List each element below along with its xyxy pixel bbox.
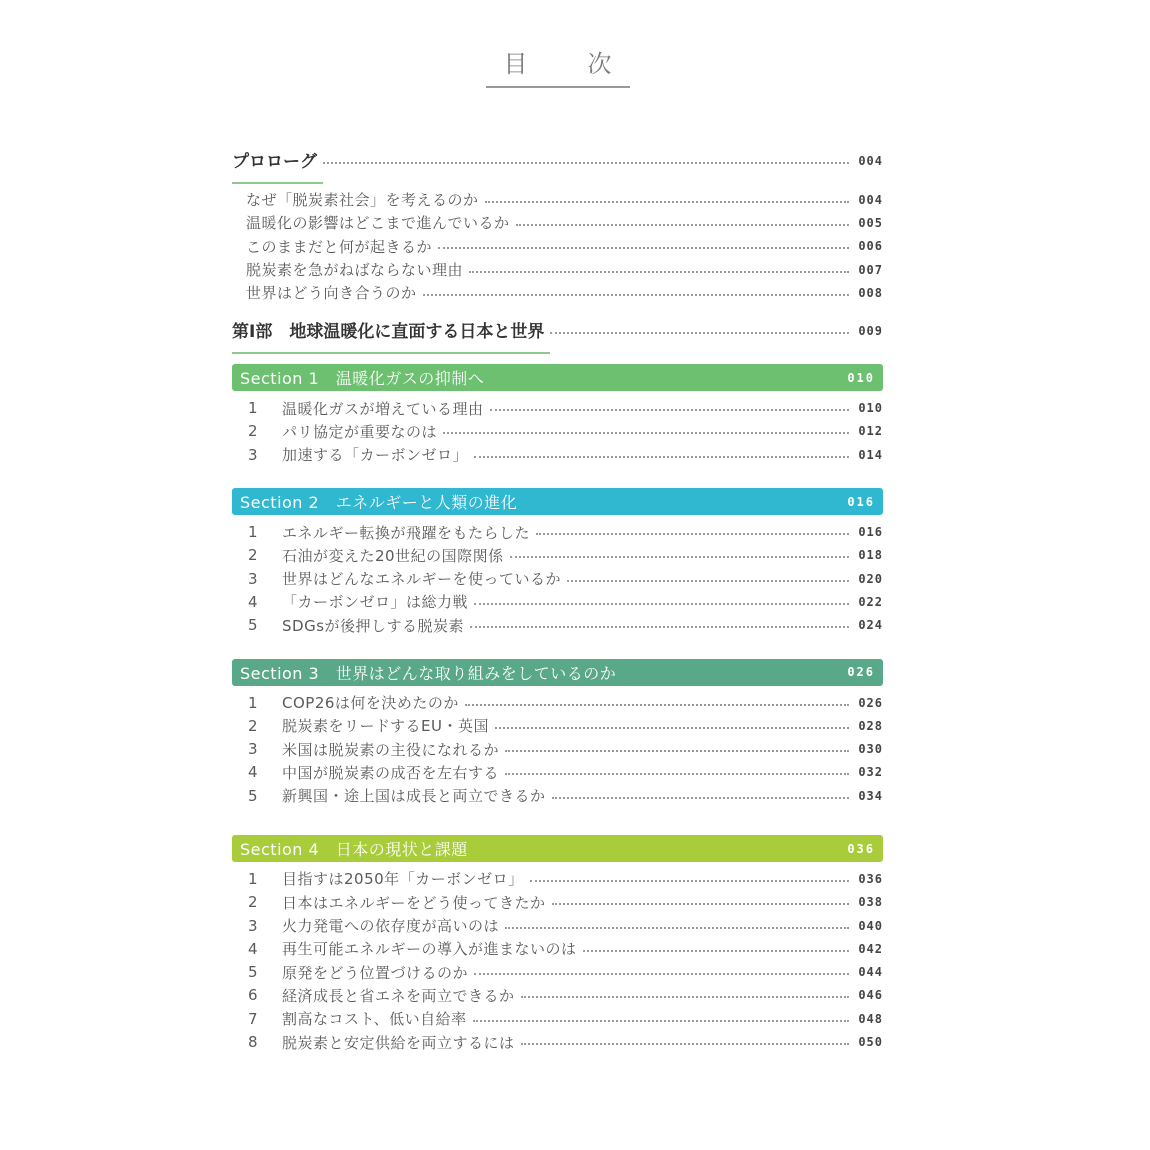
page-number: 010 xyxy=(858,401,883,416)
leader-dots xyxy=(510,556,849,558)
toc-entry[interactable] xyxy=(232,396,883,419)
entry-label: 加速する「カーボンゼロ」 xyxy=(282,446,469,465)
leader-dots xyxy=(485,201,849,203)
entry-label: 米国は脱炭素の主役になれるか xyxy=(282,740,500,759)
page-number: 004 xyxy=(858,154,883,168)
toc-entry[interactable] xyxy=(246,235,883,258)
page-number: 048 xyxy=(858,1011,883,1026)
entry-number: 4 xyxy=(248,763,258,782)
entry-number: 2 xyxy=(248,893,258,912)
toc-entry[interactable] xyxy=(232,1007,883,1030)
page-number: 030 xyxy=(858,742,883,757)
leader-dots xyxy=(469,271,849,273)
entry-label: 温暖化ガスが増えている理由 xyxy=(282,399,484,418)
entry-label: 再生可能エネルギーの導入が進まないのは xyxy=(282,940,577,959)
leader-dots xyxy=(470,626,849,628)
section-title: Section 1 温暖化ガスの抑制へ xyxy=(240,369,485,389)
page-title: 目 次 xyxy=(486,48,630,88)
page-number: 020 xyxy=(858,571,883,586)
leader-dots xyxy=(583,950,849,952)
toc-entry[interactable] xyxy=(232,937,883,960)
page-number: 009 xyxy=(858,324,883,339)
toc-entry[interactable] xyxy=(246,211,883,234)
toc-entry[interactable] xyxy=(232,567,883,590)
entry-label: 新興国・途上国は成長と両立できるか xyxy=(282,787,546,806)
toc-entry[interactable] xyxy=(232,544,883,567)
entry-label: 脱炭素をリードするEU・英国 xyxy=(282,717,490,736)
entry-number: 3 xyxy=(248,916,258,935)
entry-number: 3 xyxy=(248,445,258,464)
entry-number: 3 xyxy=(248,740,258,759)
toc-entry[interactable] xyxy=(232,961,883,984)
leader-dots xyxy=(443,432,849,434)
toc-entry[interactable] xyxy=(232,614,883,637)
section-page: 036 xyxy=(847,841,875,856)
entry-number: 4 xyxy=(248,939,258,958)
entry-label: 世界はどんなエネルギーを使っているか xyxy=(282,570,562,589)
entry-label: 脱炭素と安定供給を両立するには xyxy=(282,1033,515,1052)
leader-dots xyxy=(495,727,849,729)
toc-entry[interactable] xyxy=(232,891,883,914)
page-number: 032 xyxy=(858,765,883,780)
section-1-list xyxy=(232,396,883,466)
leader-dots xyxy=(438,247,849,249)
entry-label: 「カーボンゼロ」は総力戦 xyxy=(282,593,469,612)
entry-label: 火力発電への依存度が高いのは xyxy=(282,917,500,936)
section-page: 026 xyxy=(847,665,875,680)
prologue-heading-row[interactable] xyxy=(232,146,883,176)
entry-number: 1 xyxy=(248,869,258,888)
section-3-list xyxy=(232,691,883,807)
leader-dots xyxy=(505,750,849,752)
entry-label: 割高なコスト、低い自給率 xyxy=(282,1010,467,1029)
entry-label: このままだと何が起きるか xyxy=(246,237,433,256)
leader-dots xyxy=(505,773,849,775)
leader-dots xyxy=(505,927,849,929)
toc-entry[interactable] xyxy=(232,691,883,714)
title-block xyxy=(0,48,1115,88)
toc-entry[interactable] xyxy=(246,188,883,211)
leader-dots xyxy=(516,224,849,226)
toc-entry[interactable] xyxy=(232,590,883,613)
toc-entry[interactable] xyxy=(232,784,883,807)
section-title: Section 3 世界はどんな取り組みをしているのか xyxy=(240,663,617,683)
entry-label: パリ協定が重要なのは xyxy=(282,422,438,441)
page-number: 040 xyxy=(858,918,883,933)
leader-dots xyxy=(490,409,849,411)
page-number: 026 xyxy=(858,695,883,710)
entry-label: 経済成長と省エネを両立できるか xyxy=(282,986,515,1005)
page-number: 050 xyxy=(858,1035,883,1050)
leader-dots xyxy=(423,294,849,296)
entry-number: 1 xyxy=(248,523,258,542)
section-2-list xyxy=(232,520,883,636)
section-4-list xyxy=(232,867,883,1053)
entry-label: 世界はどう向き合うのか xyxy=(246,284,417,303)
leader-dots xyxy=(474,603,849,605)
table-of-contents xyxy=(232,138,883,1054)
leader-dots xyxy=(550,332,849,334)
leader-dots xyxy=(474,973,849,975)
page-number: 005 xyxy=(858,215,883,230)
entry-label: 脱炭素を急がねばならない理由 xyxy=(246,261,464,280)
entry-label: 中国が脱炭素の成否を左右する xyxy=(282,763,500,782)
toc-entry[interactable] xyxy=(232,914,883,937)
page-number: 036 xyxy=(858,871,883,886)
leader-dots xyxy=(473,1020,849,1022)
page-number: 042 xyxy=(858,941,883,956)
page-number: 018 xyxy=(858,548,883,563)
entry-number: 5 xyxy=(248,616,258,635)
section-1-bar[interactable] xyxy=(232,364,883,391)
page-number: 038 xyxy=(858,895,883,910)
section-title: Section 2 エネルギーと人類の進化 xyxy=(240,493,518,513)
leader-dots xyxy=(530,880,849,882)
entry-label: 石油が変えた20世紀の国際関係 xyxy=(282,546,504,565)
toc-entry[interactable] xyxy=(232,984,883,1007)
toc-entry[interactable] xyxy=(232,867,883,890)
toc-entry[interactable] xyxy=(232,420,883,443)
page-number: 008 xyxy=(858,285,883,300)
leader-dots xyxy=(552,797,849,799)
page-number: 012 xyxy=(858,424,883,439)
entry-number: 8 xyxy=(248,1033,258,1052)
page-number: 014 xyxy=(858,447,883,462)
entry-number: 4 xyxy=(248,592,258,611)
leader-dots xyxy=(536,533,849,535)
leader-dots xyxy=(552,903,849,905)
entry-label: エネルギー転換が飛躍をもたらした xyxy=(282,523,531,542)
entry-label: 目指すは2050年「カーボンゼロ」 xyxy=(282,870,524,889)
prologue-heading: プロローグ xyxy=(232,147,317,176)
leader-dots xyxy=(521,996,849,998)
section-page: 016 xyxy=(847,494,875,509)
entry-number: 1 xyxy=(248,399,258,418)
section-2-bar[interactable] xyxy=(232,488,883,515)
toc-entry[interactable] xyxy=(232,1030,883,1053)
part1-heading: 第Ⅰ部 地球温暖化に直面する日本と世界 xyxy=(232,317,544,346)
entry-label: 原発をどう位置づけるのか xyxy=(282,963,469,982)
section-title: Section 4 日本の現状と課題 xyxy=(240,840,468,860)
entry-number: 5 xyxy=(248,963,258,982)
page-number: 044 xyxy=(858,965,883,980)
leader-dots xyxy=(465,704,849,706)
entry-number: 2 xyxy=(248,422,258,441)
page-number: 024 xyxy=(858,618,883,633)
entry-number: 5 xyxy=(248,786,258,805)
entry-number: 1 xyxy=(248,693,258,712)
toc-entry[interactable] xyxy=(232,737,883,760)
prologue-list xyxy=(232,188,883,304)
section-3-bar[interactable] xyxy=(232,659,883,686)
toc-entry[interactable] xyxy=(232,520,883,543)
leader-dots xyxy=(323,162,849,164)
entry-number: 2 xyxy=(248,546,258,565)
entry-label: SDGsが後押しする脱炭素 xyxy=(282,616,465,635)
page-number: 046 xyxy=(858,988,883,1003)
toc-entry[interactable] xyxy=(232,443,883,466)
entry-number: 3 xyxy=(248,569,258,588)
entry-label: なぜ「脱炭素社会」を考えるのか xyxy=(246,191,479,210)
leader-dots xyxy=(521,1043,849,1045)
entry-number: 6 xyxy=(248,986,258,1005)
entry-label: 温暖化の影響はどこまで進んでいるか xyxy=(246,214,510,233)
page-number: 028 xyxy=(858,718,883,733)
page-number: 007 xyxy=(858,262,883,277)
page-number: 022 xyxy=(858,594,883,609)
page-number: 004 xyxy=(858,192,883,207)
entry-number: 2 xyxy=(248,716,258,735)
entry-number: 7 xyxy=(248,1009,258,1028)
entry-label: 日本はエネルギーをどう使ってきたか xyxy=(282,893,546,912)
toc-entry[interactable] xyxy=(232,714,883,737)
toc-entry[interactable] xyxy=(232,761,883,784)
part1-heading-row[interactable] xyxy=(232,316,883,346)
leader-dots xyxy=(474,456,849,458)
page-number: 016 xyxy=(858,525,883,540)
page-number: 006 xyxy=(858,239,883,254)
entry-label: COP26は何を決めたのか xyxy=(282,694,459,712)
section-4-bar[interactable] xyxy=(232,835,883,862)
leader-dots xyxy=(567,580,849,582)
toc-entry[interactable] xyxy=(246,281,883,304)
section-page: 010 xyxy=(847,370,875,385)
page-number: 034 xyxy=(858,788,883,803)
toc-entry[interactable] xyxy=(246,258,883,281)
